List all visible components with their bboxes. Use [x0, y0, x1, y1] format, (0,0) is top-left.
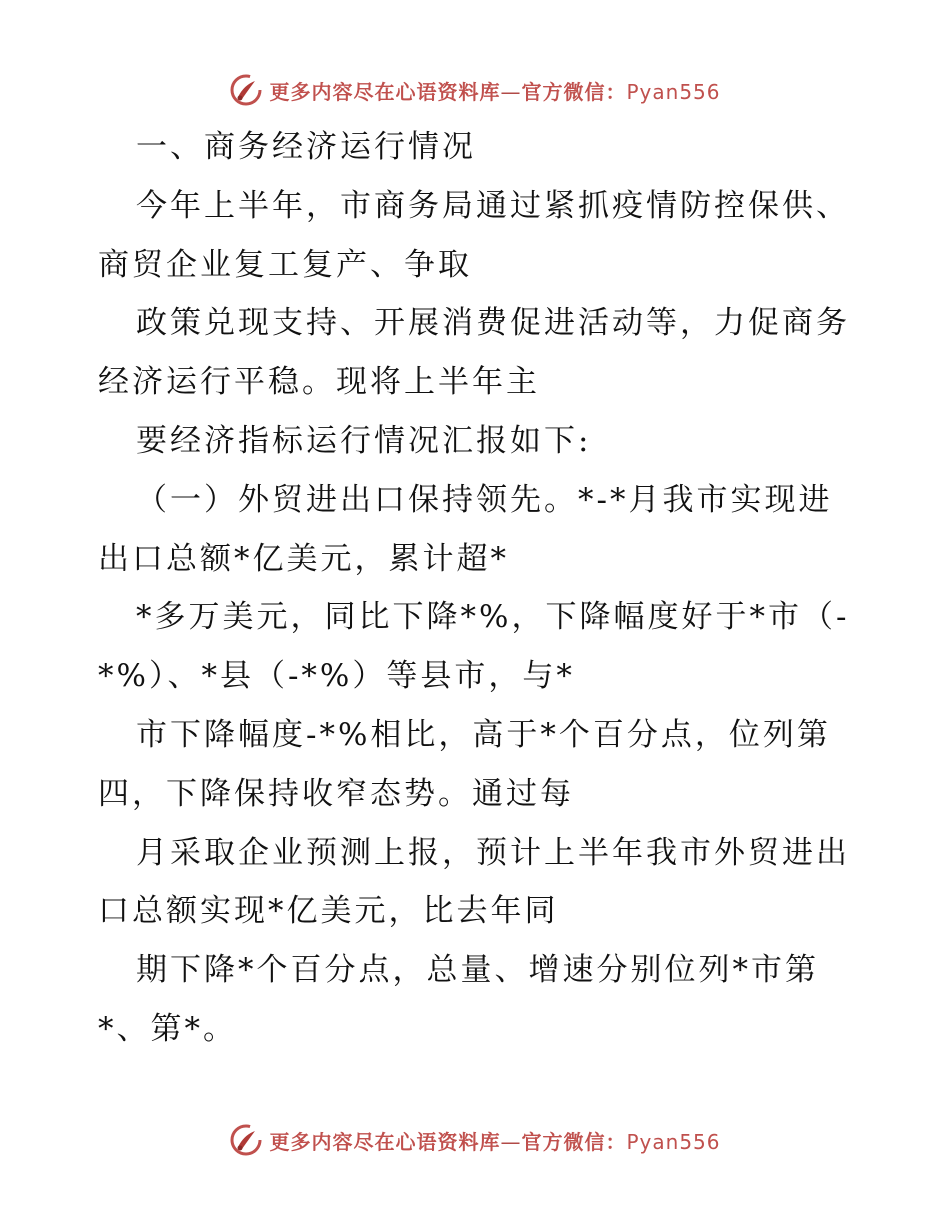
footer-watermark	[0, 1120, 950, 1160]
paragraph-line: 市下降幅度-*%相比，高于*个百分点，位列第	[136, 716, 831, 753]
paragraph-line: *多万美元，同比下降*%，下降幅度好于*市（-	[136, 599, 850, 636]
document-body	[98, 118, 868, 1059]
section-heading: 一、商务经济运行情况	[136, 129, 476, 165]
subsection-line: （一）外贸进出口保持领先。*-*月我市实现进	[136, 481, 833, 518]
watermark-text: 更多内容尽在心语资料库—官方微信：Pyan556	[269, 1129, 721, 1154]
paragraph-line: 期下降*个百分点，总量、增速分别位列*市第	[136, 952, 819, 989]
paragraph-line: 今年上半年，市商务局通过紧抓疫情防控保供、	[136, 187, 850, 224]
paragraph-line: 四，下降保持收窄态势。通过每	[98, 775, 574, 812]
paragraph-line: *、第*。	[98, 1010, 237, 1047]
ink-brush-logo-icon	[229, 73, 263, 107]
header-watermark	[0, 70, 950, 110]
paragraph-line: 出口总额*亿美元，累计超*	[98, 540, 509, 577]
paragraph-line: *%）、*县（-*%）等县市，与*	[98, 658, 575, 695]
paragraph-line: 经济运行平稳。现将上半年主	[98, 364, 540, 401]
watermark-text: 更多内容尽在心语资料库—官方微信：Pyan556	[269, 79, 721, 104]
ink-brush-logo-icon	[229, 1123, 263, 1157]
paragraph-line: 口总额实现*亿美元，比去年同	[98, 893, 559, 930]
paragraph-line: 政策兑现支持、开展消费促进活动等，力促商务	[136, 305, 850, 342]
paragraph-line: 月采取企业预测上报，预计上半年我市外贸进出	[136, 834, 850, 871]
paragraph-line: 要经济指标运行情况汇报如下:	[136, 422, 592, 459]
paragraph-line: 商贸企业复工复产、争取	[98, 246, 472, 283]
